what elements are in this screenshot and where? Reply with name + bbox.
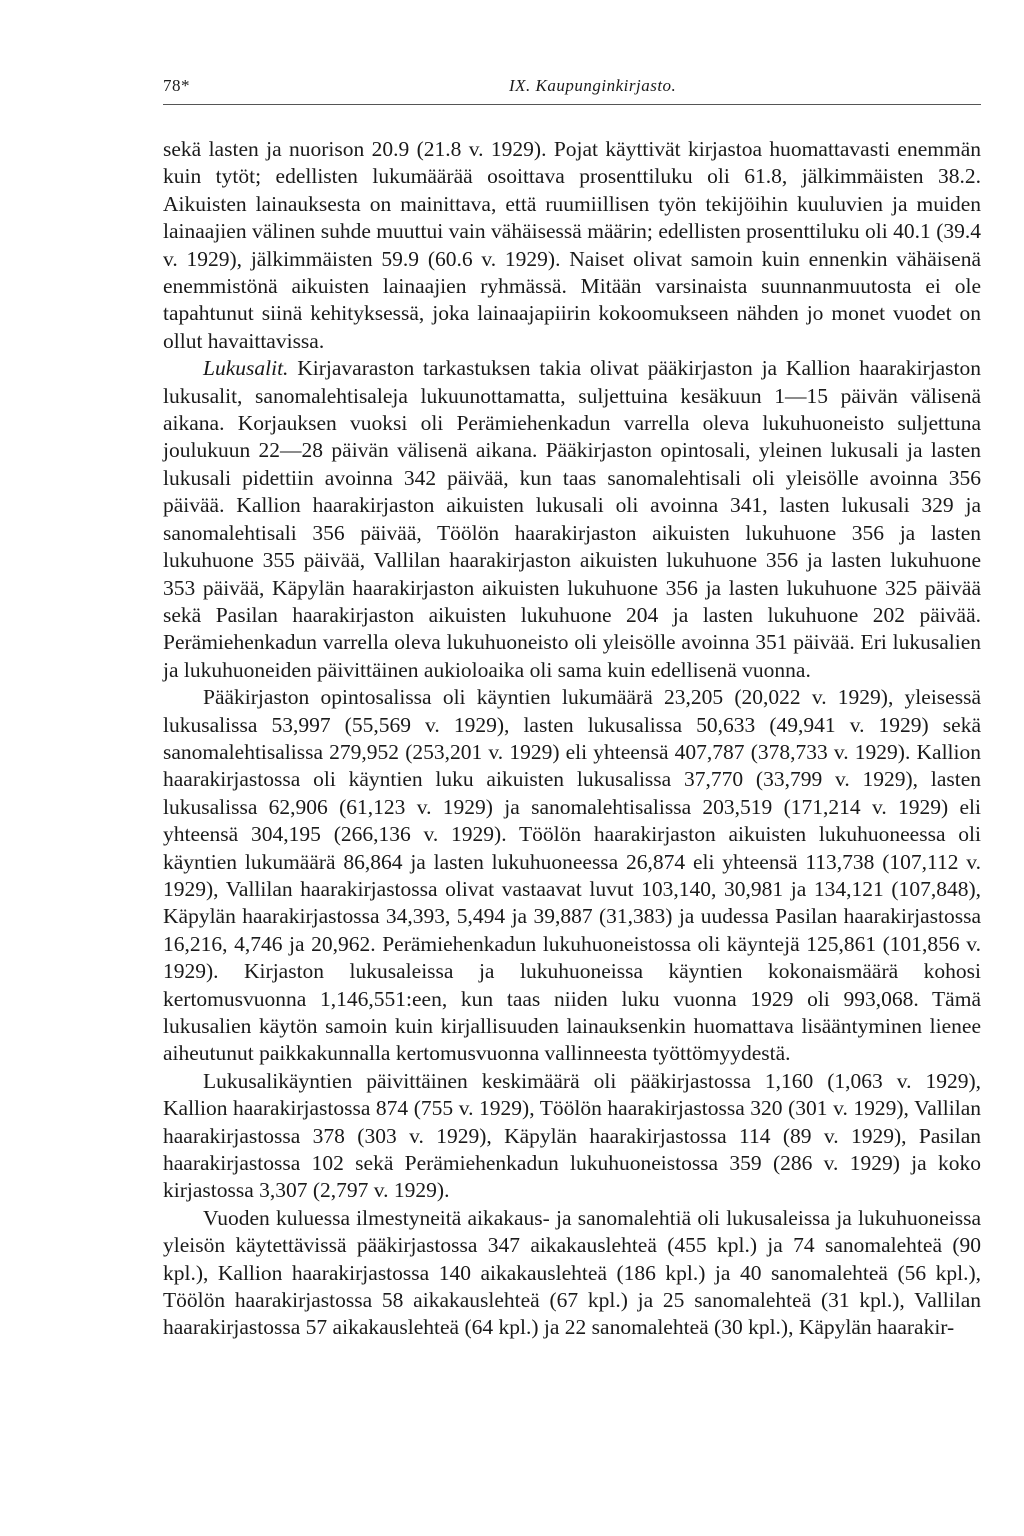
page-number: 78*: [163, 76, 190, 95]
paragraph: [163, 1205, 981, 1342]
paragraph-text: Vuoden kuluessa ilmestyneitä aikakaus- ja sanomalehtiä oli lukusaleissa ja lukuhuoneissa yleisön käytettävissä pääkirjastossa 347 aikakauslehteä (455 kpl.) ja 74 sanomalehteä (90 kpl.), Kallion haarakirjastossa 140 aikakauslehteä (186 kpl.) ja 40 sanomalehteä (56 kpl.), Töölön haarakirjastossa 58 aikakauslehteä (67 kpl.) ja 25 sanomalehteä (31 kpl.), Vallilan haarakirjastossa 57 aikakauslehteä (64 kpl.) ja 22 sanomalehteä (30 kpl.), Käpylän haarakir-: [163, 1205, 981, 1340]
running-header: [163, 72, 981, 102]
paragraph-text: sekä lasten ja nuorison 20.9 (21.8 v. 1929). Pojat käyttivät kirjastoa huomattavasti enemmän kuin tytöt; edellisten lukumäärää osoittava prosenttiluku oli 61.8, jälkimmäisten 38.2. Aikuisten lainauksesta on mainittava, että ruumiillisen työn tekijöihin kuuluvien ja muiden lainaajien välinen suhde muuttui vain vähäisessä määrin; edellisten prosenttiluku oli 40.1 (39.4 v. 1929), jälkimmäisten 59.9 (60.6 v. 1929). Naiset olivat samoin kuin ennenkin vähäisenä enemmistönä aikuisten lainaajien ryhmässä. Mitään varsinaista suunnanmuutosta ei ole tapahtunut siinä kehityksessä, joka lainaajapiirin kokoomukseen nähden jo monet vuodet on ollut havaittavissa.: [163, 137, 981, 353]
running-title: IX. Kaupunginkirjasto.: [509, 76, 677, 95]
document-page: [163, 72, 981, 1340]
body-text: [163, 136, 981, 1342]
paragraph: [163, 136, 981, 355]
paragraph: [163, 684, 981, 1068]
paragraph: [163, 1068, 981, 1205]
paragraph-text: Kirjavaraston tarkastuksen takia olivat pääkirjaston ja Kallion haarakirjaston lukusalit, sanomalehtisaleja lukuunottamatta, suljettuina kesäkuun 1—15 päivän välisenä aikana. Korjauksen vuoksi oli Perämiehenkadun varrella oleva lukuhuoneisto suljettuna joulukuun 22—28 päivän välisenä aikana. Pääkirjaston opintosali, yleinen lukusali ja lasten lukusali pidettiin avoinna 342 päivää, kun taas sanomalehtisali oli yleisölle avoinna 356 päivää. Kallion haarakirjaston aikuisten lukusali oli avoinna 341, lasten lukusali 329 ja sanomalehtisali 356 päivää, Töölön haarakirjaston aikuisten lukuhuone 356 ja lasten lukuhuone 355 päivää, Vallilan haarakirjaston aikuisten lukuhuone 356 ja lasten lukuhuone 353 päivää, Käpylän haarakirjaston aikuisten lukuhuone 356 ja lasten lukuhuone 325 päivää sekä Pasilan haarakirjaston aikuisten lukuhuone 204 ja lasten lukuhuone 202 päivää. Perämiehenkadun varrella oleva lukuhuoneisto oli yleisölle avoinna 351 päivää. Eri lukusalien ja lukuhuoneiden päivittäinen aukioloaika oli sama kuin edellisenä vuonna.: [163, 356, 981, 682]
section-run-in-heading: Lukusalit.: [203, 356, 289, 381]
header-rule: [163, 104, 981, 105]
paragraph-text: Lukusalikäyntien päivittäinen keskimäärä oli pääkirjastossa 1,160 (1,063 v. 1929), Kallion haarakirjastossa 874 (755 v. 1929), Töölön haarakirjastossa 320 (301 v. 1929), Vallilan haarakirjastossa 378 (303 v. 1929), Käpylän haarakirjastossa 114 (89 v. 1929), Pasilan haarakirjastossa 102 sekä Perämiehenkadun lukuhuoneistossa 359 (286 v. 1929) ja koko kirjastossa 3,307 (2,797 v. 1929).: [163, 1068, 981, 1203]
paragraph: [163, 355, 981, 684]
paragraph-text: Pääkirjaston opintosalissa oli käyntien lukumäärä 23,205 (20,022 v. 1929), yleisessä lukusalissa 53,997 (55,569 v. 1929), lasten lukusalissa 50,633 (49,941 v. 1929) sekä sanomalehtisalissa 279,952 (253,201 v. 1929) eli yhteensä 407,787 (378,733 v. 1929). Kallion haarakirjastossa oli käyntien luku aikuisten lukusalissa 37,770 (33,799 v. 1929), lasten lukusalissa 62,906 (61,123 v. 1929) ja sanomalehtisalissa 203,519 (171,214 v. 1929) eli yhteensä 304,195 (266,136 v. 1929). Töölön haarakirjaston aikuisten lukuhuoneessa oli käyntien lukumäärä 86,864 ja lasten lukuhuoneessa 26,874 eli yhteensä 113,738 (107,112 v. 1929), Vallilan haarakirjastossa olivat vastaavat luvut 103,140, 30,981 ja 134,121 (107,848), Käpylän haarakirjastossa 34,393, 5,494 ja 39,887 (31,383) ja uudessa Pasilan haarakirjastossa 16,216, 4,746 ja 20,962. Perämiehenkadun lukuhuoneistossa oli käyntejä 125,861 (101,856 v. 1929). Kirjaston lukusaleissa ja lukuhuoneissa käyntien kokonaismäärä kohosi kertomusvuonna 1,146,551:een, kun taas niiden luku vuonna 1929 oli 993,068. Tämä lukusalien käytön samoin kuin kirjallisuuden lainauksenkin huomattava lisääntyminen lienee aiheutunut paikkakunnalla kertomusvuonna vallinneesta työttömyydestä.: [163, 685, 981, 1066]
